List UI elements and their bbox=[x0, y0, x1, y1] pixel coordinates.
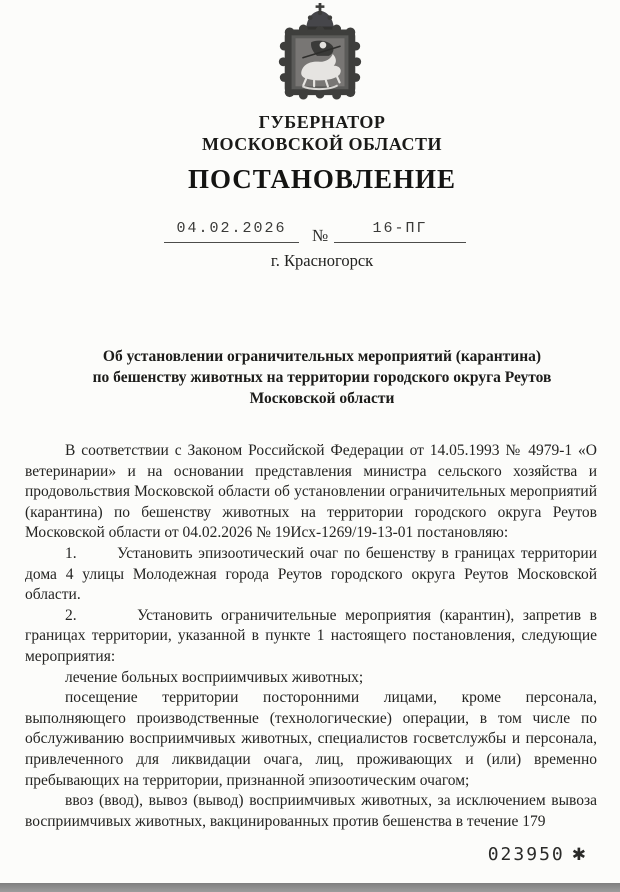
paragraph-item-1: 1. Установить эпизоотический очаг по бешенству в границах территории дома 4 улицы Молодежная города Реутов городского округа Реутов Московской области. bbox=[25, 544, 597, 604]
scan-edge-artifact bbox=[0, 883, 620, 892]
paragraph-measure-1: лечение больных восприимчивых животных; bbox=[65, 668, 364, 686]
print-code-digits: 023950 bbox=[487, 844, 565, 865]
place-of-issue: г. Красногорск bbox=[270, 251, 374, 270]
document-type-heading: ПОСТАНОВЛЕНИЕ bbox=[187, 164, 457, 194]
document-body bbox=[25, 441, 597, 832]
star-asterisk-icon: ✱ bbox=[571, 844, 586, 865]
document-number: 16-ПГ bbox=[334, 218, 466, 243]
moscow-oblast-coat-of-arms-icon bbox=[277, 3, 363, 101]
print-control-code bbox=[488, 844, 586, 865]
document-title-line2: по бешенству животных на территории городского округа Реутов bbox=[92, 369, 552, 386]
document-title-line3: Московской области bbox=[249, 390, 395, 407]
paragraph-measure-3: ввоз (ввод), вывоз (вывод) восприимчивых животных, за исключением вывоза восприимчивых животных, вакцинированных против бешенства в течение 179 bbox=[25, 792, 597, 830]
org-name-line2: МОСКОВСКОЙ ОБЛАСТИ bbox=[202, 134, 442, 154]
paragraph-preamble: В соответствии с Законом Российской Федерации от 14.05.1993 № 4979-1 «О ветеринарии» и на основании представления министра сельского хозяйства и продовольствия Московской области об установлении ограничительных мероприятий (карантина) по бешенству животных на территории городского округа Реутов Московской области от 04.02.2026 № 19Исх-1269/19-13-01 постановляю: bbox=[25, 442, 597, 542]
paragraph-item-2: 2. Установить ограничительные мероприятия (карантин), запретив в границах территории, указанной в пункте 1 настоящего постановления, следующие мероприятия: bbox=[25, 606, 597, 665]
org-name-line1: ГУБЕРНАТОР bbox=[258, 112, 386, 132]
document-date: 04.02.2026 bbox=[164, 218, 299, 243]
document-title bbox=[12, 346, 620, 409]
document-title-line1: Об установлении ограничительных мероприятий (карантина) bbox=[102, 348, 542, 365]
number-sign-label: № bbox=[312, 226, 329, 245]
paragraph-measure-2: посещение территории посторонними лицами, кроме персонала, выполняющего производственные (технологические) операции, в том числе по обслуживанию восприимчивых животных, специалистов госветслужбы и персонала, привлеченного для ликвидации очага, лиц, проживающих и (или) временно пребывающих на территории, признанной эпизоотическим очагом; bbox=[25, 689, 597, 789]
